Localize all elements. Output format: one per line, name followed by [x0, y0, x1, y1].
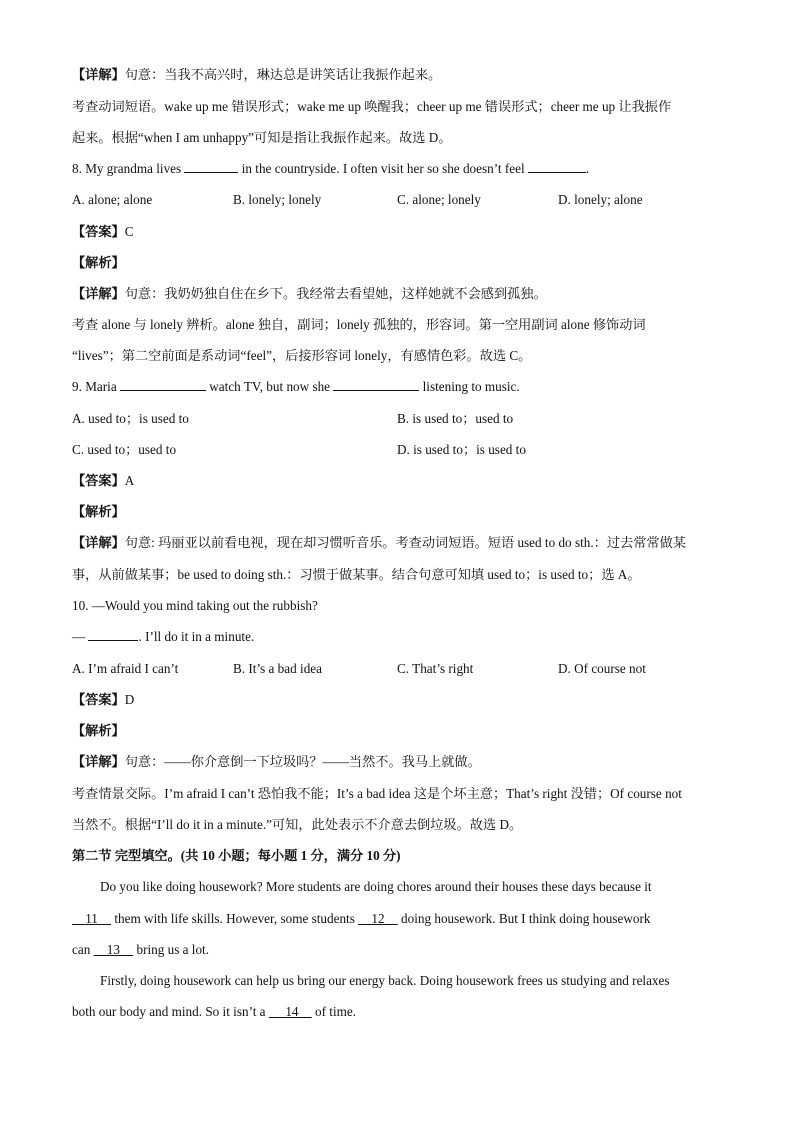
q9-option-d: D. is used to；is used to	[397, 442, 526, 457]
detail-tag: 【详解】	[72, 67, 125, 82]
detail-tag: 【详解】	[72, 535, 125, 550]
passage-line	[72, 1003, 356, 1021]
q9-option-b: B. is used to；used to	[397, 411, 514, 426]
detail-text: 句意: 玛丽亚以前看电视，现在却习惯听音乐。考查动词短语。短语 used to do sth.：过去常常做某	[124, 535, 686, 550]
q7-analysis-line-1: 考查动词短语。wake up me 错误形式；wake me up 唤醒我；cheer up me 错误形式；cheer me up 让我振作	[72, 99, 672, 114]
q7-detail-line	[72, 66, 441, 84]
passage-text: them with life skills. However, some students	[114, 911, 355, 926]
passage-text: can	[72, 942, 91, 957]
q9-stem-part: 9. Maria	[72, 379, 117, 394]
blank-number: 12	[371, 911, 385, 926]
q8-option-d: D. lonely; alone	[558, 192, 643, 207]
q8-explain-line-1: 考查 alone 与 lonely 辨析。alone 独自，副词；lonely 孤独的，形容词。第一空用副词 alone 修饰动词	[72, 317, 646, 332]
q8-stem-end: .	[585, 161, 590, 176]
cloze-blank-13	[94, 942, 134, 957]
q10-option-d: D. Of course not	[558, 661, 646, 676]
q8-option-c: C. alone; lonely	[397, 192, 481, 207]
answer-blank	[333, 378, 419, 391]
detail-tag: 【详解】	[72, 286, 125, 301]
cloze-blank-11	[72, 911, 111, 926]
q8-detail-line	[72, 285, 547, 303]
passage-line	[72, 910, 650, 928]
q8-stem	[72, 160, 589, 178]
q8-stem-part: 8. My grandma lives	[72, 161, 182, 176]
q8-analysis-tag: 【解析】	[72, 255, 125, 270]
q9-answer	[72, 472, 134, 490]
detail-text: 句意：——你介意倒一下垃圾吗？——当然不。我马上就做。	[124, 754, 481, 769]
q10-detail-line	[72, 753, 481, 771]
q10-option-c: C. That’s right	[397, 661, 474, 676]
section-heading: 第二节 完型填空。(共 10 小题；每小题 1 分，满分 10 分)	[72, 848, 401, 863]
answer-value: D	[124, 692, 135, 707]
blank-number: 13	[106, 942, 120, 957]
q10-answer	[72, 691, 134, 709]
cloze-blank-14	[269, 1004, 312, 1019]
answer-blank	[528, 160, 586, 173]
q10-reply	[72, 628, 254, 646]
passage-text: of time.	[315, 1004, 357, 1019]
blank-number: 14	[285, 1004, 299, 1019]
cloze-blank-12	[358, 911, 398, 926]
q7-analysis-line-2: 起来。根据“when I am unhappy”可知是指让我振作起来。故选 D。	[72, 130, 452, 145]
q8-explain-line-2: “lives”；第二空前面是系动词“feel”，后接形容词 lonely，有感情色彩。故选 C。	[72, 348, 532, 363]
q9-stem-part: watch TV, but now she	[209, 379, 331, 394]
answer-tag: 【答案】	[72, 473, 125, 488]
answer-value: A	[124, 473, 135, 488]
q10-stem: 10. —Would you mind taking out the rubbish?	[72, 598, 318, 613]
detail-tag: 【详解】	[72, 754, 125, 769]
answer-blank	[184, 160, 238, 173]
q9-analysis-tag: 【解析】	[72, 504, 125, 519]
q10-explain-line-1: 考查情景交际。I’m afraid I can’t 恐怕我不能；It’s a bad idea 这是个坏主意；That’s right 没错；Of course not	[72, 786, 682, 801]
q8-answer	[72, 223, 134, 241]
answer-value: C	[124, 224, 134, 239]
passage-text: both our body and mind. So it isn’t a	[72, 1004, 266, 1019]
passage-line: Firstly, doing housework can help us bring our energy back. Doing housework frees us studying and relaxes	[100, 973, 670, 988]
q10-option-a: A. I’m afraid I can’t	[72, 661, 179, 676]
q9-stem-part: listening to music.	[422, 379, 520, 394]
answer-tag: 【答案】	[72, 224, 125, 239]
q10-option-b: B. It’s a bad idea	[233, 661, 322, 676]
q9-stem	[72, 378, 520, 396]
q9-detail-line-2: 事，从前做某事；be used to doing sth.：习惯于做某事。结合句意可知填 used to；is used to；选 A。	[72, 567, 641, 582]
answer-blank	[88, 628, 138, 641]
q10-reply-text: . I’ll do it in a minute.	[138, 629, 255, 644]
passage-text: bring us a lot.	[136, 942, 209, 957]
passage-text: doing housework. But I think doing housework	[401, 911, 651, 926]
q8-stem-part: in the countryside. I often visit her so she doesn’t feel	[241, 161, 525, 176]
q8-option-a: A. alone; alone	[72, 192, 153, 207]
q9-option-c: C. used to；used to	[72, 442, 177, 457]
q8-option-b: B. lonely; lonely	[233, 192, 322, 207]
answer-tag: 【答案】	[72, 692, 125, 707]
q10-explain-line-2: 当然不。根据“I’ll do it in a minute.”可知，此处表示不介意去倒垃圾。故选 D。	[72, 817, 523, 832]
q10-reply-dash: —	[72, 629, 86, 644]
detail-text: 句意：当我不高兴时，琳达总是讲笑话让我振作起来。	[124, 67, 442, 82]
answer-blank	[120, 378, 206, 391]
detail-text: 句意：我奶奶独自住在乡下。我经常去看望她，这样她就不会感到孤独。	[124, 286, 547, 301]
blank-number: 11	[85, 911, 98, 926]
q9-detail-line-1	[72, 534, 686, 552]
passage-line: Do you like doing housework? More students are doing chores around their houses these days because it	[100, 879, 652, 894]
passage-line	[72, 941, 209, 959]
q10-analysis-tag: 【解析】	[72, 723, 125, 738]
q9-option-a: A. used to；is used to	[72, 411, 189, 426]
